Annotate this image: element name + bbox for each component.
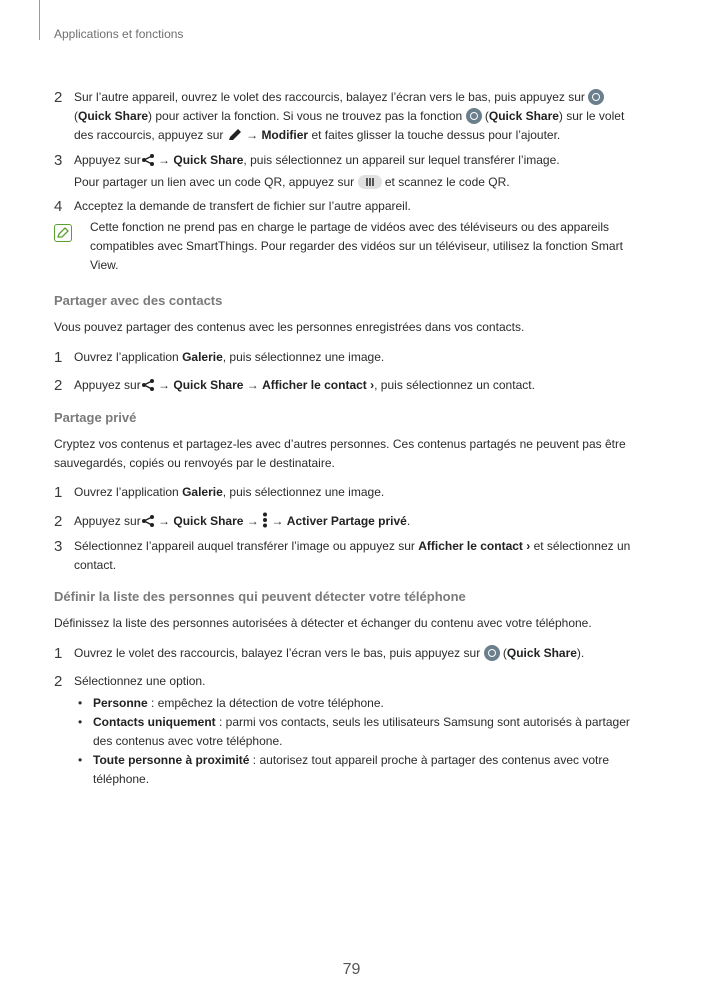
arrow: → [271, 514, 284, 528]
margin-rule [39, 0, 40, 40]
step-text: , puis sélectionnez une image. [222, 350, 385, 364]
section-heading-contacts: Partager avec des contacts [54, 293, 223, 308]
private-share-label: Activer Partage privé [286, 514, 407, 528]
paren: ( [484, 109, 489, 123]
private-step-3 [54, 537, 649, 575]
arrow: → [158, 514, 171, 528]
quick-share-label: Quick Share [173, 153, 244, 167]
step-number: 2 [54, 89, 63, 106]
note-text: Cette fonction ne prend pas en charge le partage de vidéos avec des téléviseurs ou des appareils compatibles avec SmartThings. Pour regarder des vidéos sur un téléviseur, utilisez la fonction Smart View. [90, 220, 623, 272]
list-item [78, 751, 648, 789]
step-number: 1 [54, 349, 63, 366]
step-number: 1 [54, 484, 63, 501]
step-number: 4 [54, 198, 63, 215]
arrow: → [246, 378, 259, 392]
quick-share-label: Quick Share [488, 109, 559, 123]
option-list [78, 694, 648, 789]
paren: ). [576, 646, 585, 660]
step-text: Acceptez la demande de transfert de fichier sur l’autre appareil. [74, 199, 411, 213]
step-text: et sélectionnez un contact. [74, 539, 631, 572]
private-intro: Cryptez vos contenus et partagez-les avec d’autres personnes. Ces contenus partagés ne peuvent pas être sauvegardés, copiés ou renvoyés par le destinataire. [54, 437, 626, 470]
section-heading-visibility: Définir la liste des personnes qui peuvent détecter votre téléphone [54, 589, 466, 604]
quick-share-label: Quick Share [78, 109, 149, 123]
paren: ( [74, 109, 78, 123]
step-text: Ouvrez l’application [74, 350, 179, 364]
arrow: → [158, 378, 171, 392]
step-text: Appuyez sur [74, 153, 141, 167]
step-text: Ouvrez l’application [74, 485, 179, 499]
share-icon [141, 153, 155, 173]
contacts-step-1 [54, 348, 649, 367]
step-text: , puis sélectionnez un appareil sur lequel transférer l’image. [243, 153, 560, 167]
step-text: des raccourcis, appuyez sur [74, 128, 224, 142]
step-number: 2 [54, 513, 63, 530]
period: . [406, 514, 411, 528]
qs-step-2 [54, 88, 649, 148]
galerie-label: Galerie [182, 485, 223, 499]
section-heading-private: Partage privé [54, 410, 137, 425]
galerie-label: Galerie [182, 350, 223, 364]
arrow: → [246, 128, 259, 142]
visibility-step-2 [54, 672, 649, 691]
qr-code-icon [358, 175, 382, 189]
option-desc: : autorisez tout appareil proche à partager des contenus avec votre téléphone. [93, 753, 610, 786]
contacts-intro: Vous pouvez partager des contenus avec les personnes enregistrées dans vos contacts. [54, 320, 525, 334]
paren: ( [502, 646, 507, 660]
option-term: Personne [93, 696, 148, 710]
step-text: Appuyez sur [74, 514, 141, 528]
pencil-icon [227, 128, 243, 148]
step-text: , puis sélectionnez une image. [222, 485, 385, 499]
quick-share-icon [466, 108, 482, 124]
step-number: 1 [54, 645, 63, 662]
option-desc: : empêchez la détection de votre téléphone. [147, 696, 384, 710]
visibility-step-1 [54, 644, 649, 663]
modifier-label: Modifier [261, 128, 309, 142]
section-header: Applications et fonctions [54, 27, 184, 41]
step-number: 3 [54, 538, 63, 555]
option-desc: : parmi vos contacts, seuls les utilisateurs Samsung sont autorisés à partager des contenus avec votre téléphone. [93, 715, 630, 748]
step-number: 2 [54, 377, 63, 394]
step-text: Appuyez sur [74, 378, 141, 392]
option-term: Contacts uniquement [93, 715, 216, 729]
note-icon [54, 224, 72, 242]
share-icon [141, 378, 155, 398]
contacts-step-2 [54, 376, 649, 398]
arrow: → [246, 514, 259, 528]
qs-step-4 [54, 197, 649, 216]
quick-share-label: Quick Share [173, 514, 244, 528]
step-text: et scannez le code QR. [384, 175, 510, 189]
quick-share-icon [588, 89, 604, 105]
step-text: , puis sélectionnez un contact. [374, 378, 535, 392]
step-text: Pour partager un lien avec un code QR, appuyez sur [74, 175, 355, 189]
more-options-icon [262, 512, 268, 534]
qs-step-3 [54, 151, 649, 192]
show-contact-label: Afficher le contact › [418, 539, 531, 553]
step-number: 2 [54, 673, 63, 690]
quick-share-label: Quick Share [173, 378, 244, 392]
step-number: 3 [54, 152, 63, 169]
step-text: et faites glisser la touche dessus pour l’ajouter. [311, 128, 561, 142]
option-term: Toute personne à proximité [93, 753, 250, 767]
step-text: Sélectionnez une option. [74, 674, 206, 688]
arrow: → [158, 153, 171, 167]
step-text: Sur l’autre appareil, ouvrez le volet des raccourcis, balayez l’écran vers le bas, puis appuyez sur [74, 90, 585, 104]
show-contact-label: Afficher le contact › [262, 378, 375, 392]
visibility-intro: Définissez la liste des personnes autorisées à détecter et échanger du contenu avec votre téléphone. [54, 616, 592, 630]
step-text: Ouvrez le volet des raccourcis, balayez l’écran vers le bas, puis appuyez sur [74, 646, 481, 660]
page-number: 79 [342, 961, 361, 978]
private-step-2 [54, 512, 649, 534]
step-text: Sélectionnez l’appareil auquel transférer l’image ou appuyez sur [74, 539, 415, 553]
private-step-1 [54, 483, 649, 502]
share-icon [141, 514, 155, 534]
step-text: ) sur le volet [558, 109, 625, 123]
quick-share-icon [484, 645, 500, 661]
quick-share-label: Quick Share [506, 646, 577, 660]
list-item [78, 713, 648, 751]
step-text: ) pour activer la fonction. Si vous ne trouvez pas la fonction [148, 109, 463, 123]
list-item [78, 694, 648, 713]
